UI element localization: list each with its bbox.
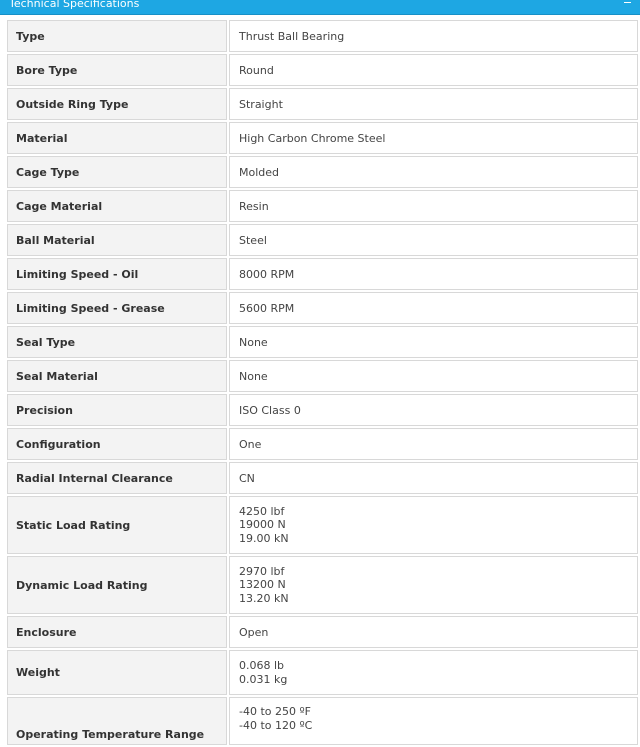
spec-label: Dynamic Load Rating — [7, 556, 227, 614]
spec-row — [7, 360, 638, 392]
spec-label: Radial Internal Clearance — [7, 462, 227, 494]
spec-value — [229, 156, 638, 188]
spec-label: Enclosure — [7, 616, 227, 648]
spec-label: Seal Type — [7, 326, 227, 358]
spec-value — [229, 428, 638, 460]
spec-value-line: One — [239, 437, 262, 451]
spec-table — [7, 20, 638, 747]
spec-value-line: 0.068 lb — [239, 659, 285, 672]
spec-value — [229, 54, 638, 86]
spec-value — [229, 190, 638, 222]
spec-row — [7, 462, 638, 494]
spec-label: Bore Type — [7, 54, 227, 86]
spec-row — [7, 428, 638, 460]
spec-value — [229, 360, 638, 392]
panel-header[interactable] — [0, 0, 640, 15]
spec-value-line: Molded — [239, 165, 280, 179]
spec-value-line: 8000 RPM — [239, 267, 295, 281]
spec-label: Configuration — [7, 428, 227, 460]
spec-row — [7, 258, 638, 290]
spec-label: Ball Material — [7, 224, 227, 256]
spec-value — [229, 258, 638, 290]
spec-row — [7, 556, 638, 614]
spec-value-line: 2970 lbf — [239, 564, 285, 578]
spec-value-line: Steel — [239, 233, 267, 247]
panel-title: Technical Specifications — [9, 0, 140, 10]
spec-value-line: 19000 N — [239, 518, 286, 532]
spec-value-line: Thrust Ball Bearing — [239, 29, 345, 43]
spec-value — [229, 650, 638, 695]
spec-label: Precision — [7, 394, 227, 426]
spec-value — [229, 20, 638, 52]
spec-row — [7, 697, 638, 745]
spec-label: Cage Type — [7, 156, 227, 188]
spec-value-line: 0.031 kg — [239, 672, 288, 686]
spec-value-line: Round — [239, 63, 274, 77]
spec-row — [7, 88, 638, 120]
spec-value-line: None — [239, 335, 268, 349]
spec-value-line: -40 to 250 ºF — [239, 705, 312, 718]
spec-value — [229, 122, 638, 154]
spec-row — [7, 326, 638, 358]
spec-row — [7, 224, 638, 256]
spec-label: Limiting Speed - Grease — [7, 292, 227, 324]
spec-value — [229, 292, 638, 324]
spec-value — [229, 88, 638, 120]
spec-value-line: High Carbon Chrome Steel — [239, 131, 386, 145]
spec-value — [229, 224, 638, 256]
spec-value-line: 5600 RPM — [239, 301, 295, 315]
spec-value-line: 13.20 kN — [239, 591, 289, 605]
spec-row — [7, 156, 638, 188]
spec-value-line: -40 to 120 ºC — [239, 718, 313, 732]
spec-value-line: None — [239, 369, 268, 383]
spec-label: Operating Temperature Range — [7, 697, 227, 745]
spec-row — [7, 54, 638, 86]
spec-value — [229, 462, 638, 494]
spec-row — [7, 394, 638, 426]
spec-value-line: Straight — [239, 97, 283, 111]
spec-row — [7, 496, 638, 554]
spec-row — [7, 616, 638, 648]
spec-label: Weight — [7, 650, 227, 695]
spec-row — [7, 292, 638, 324]
spec-value-line: 19.00 kN — [239, 531, 289, 545]
minus-icon[interactable] — [624, 2, 631, 3]
spec-label: Type — [7, 20, 227, 52]
spec-label: Material — [7, 122, 227, 154]
spec-row — [7, 650, 638, 695]
spec-row — [7, 122, 638, 154]
spec-value — [229, 697, 638, 745]
spec-label: Limiting Speed - Oil — [7, 258, 227, 290]
spec-value — [229, 496, 638, 554]
spec-row — [7, 20, 638, 52]
spec-value — [229, 616, 638, 648]
spec-value-line: CN — [239, 471, 255, 485]
spec-label: Outside Ring Type — [7, 88, 227, 120]
spec-value-line: ISO Class 0 — [239, 403, 301, 417]
spec-value — [229, 394, 638, 426]
spec-value-line: 13200 N — [239, 578, 286, 592]
spec-label: Static Load Rating — [7, 496, 227, 554]
spec-value — [229, 326, 638, 358]
spec-value-line: Resin — [239, 199, 269, 213]
spec-value-line: 4250 lbf — [239, 504, 285, 518]
spec-value — [229, 556, 638, 614]
spec-row — [7, 190, 638, 222]
spec-label: Cage Material — [7, 190, 227, 222]
spec-value-line: Open — [239, 625, 269, 639]
spec-label: Seal Material — [7, 360, 227, 392]
